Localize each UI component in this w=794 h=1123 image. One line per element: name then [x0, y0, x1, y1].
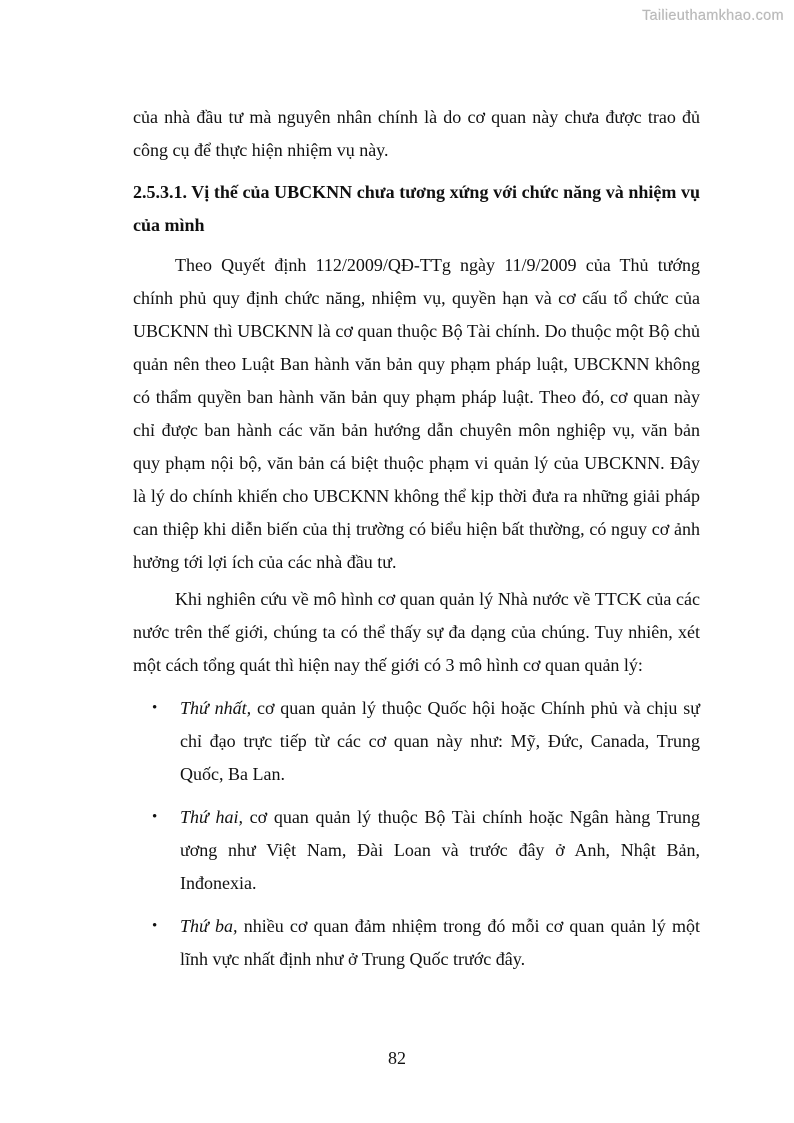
section-heading: 2.5.3.1. Vị thế của UBCKNN chưa tương xứng với chức năng và nhiệm vụ của mình [133, 182, 700, 235]
list-item [133, 801, 700, 900]
list-item-text: cơ quan quản lý thuộc Quốc hội hoặc Chính phủ và chịu sự chỉ đạo trực tiếp từ các cơ quan này như: Mỹ, Đức, Canada, Trung Quốc, Ba Lan. [180, 698, 700, 784]
watermark: Tailieuthamkhao.com [642, 8, 784, 24]
list-item [133, 692, 700, 791]
list-item-lead: Thứ hai, [180, 807, 243, 827]
bullet-icon: • [152, 918, 158, 934]
list-item [133, 910, 700, 976]
bullet-icon: • [152, 700, 158, 716]
list-item-lead: Thứ nhất, [180, 698, 252, 718]
paragraph: Theo Quyết định 112/2009/QĐ-TTg ngày 11/9/2009 của Thủ tướng chính phủ quy định chức năng, nhiệm vụ, quyền hạn và cơ cấu tổ chức của UBCKNN thì UBCKNN là cơ quan thuộc Bộ Tài chính. Do thuộc một Bộ chủ quản nên theo Luật Ban hành văn bản quy phạm pháp luật, UBCKNN không có thẩm quyền ban hành văn bản quy phạm pháp luật. Theo đó, cơ quan này chỉ được ban hành các văn bản hướng dẫn chuyên môn nghiệp vụ, văn bản quy phạm nội bộ, văn bản cá biệt thuộc phạm vi quản lý của UBCKNN. Đây là lý do chính khiến cho UBCKNN không thể kịp thời đưa ra những giải pháp can thiệp khi diễn biến của thị trường có biểu hiện bất thường, có nguy cơ ảnh hưởng tới lợi ích của các nhà đầu tư. [133, 255, 700, 572]
paragraph: Khi nghiên cứu về mô hình cơ quan quản lý Nhà nước về TTCK của các nước trên thế giới, chúng ta có thể thấy sự đa dạng của chúng. Tuy nhiên, xét một cách tổng quát thì hiện nay thế giới có 3 mô hình cơ quan quản lý: [133, 589, 700, 675]
bullet-icon: • [152, 809, 158, 825]
list-item-text: nhiều cơ quan đảm nhiệm trong đó mỗi cơ quan quản lý một lĩnh vực nhất định như ở Trung Quốc trước đây. [180, 916, 700, 969]
list-item-lead: Thứ ba, [180, 916, 238, 936]
document-body [133, 101, 700, 986]
intro-paragraph: của nhà đầu tư mà nguyên nhân chính là do cơ quan này chưa được trao đủ công cụ để thực hiện nhiệm vụ này. [133, 107, 700, 160]
page-number: 82 [388, 1048, 406, 1068]
list-item-text: cơ quan quản lý thuộc Bộ Tài chính hoặc Ngân hàng Trung ương như Việt Nam, Đài Loan và trước đây ở Anh, Nhật Bản, Inđonexia. [180, 807, 700, 893]
